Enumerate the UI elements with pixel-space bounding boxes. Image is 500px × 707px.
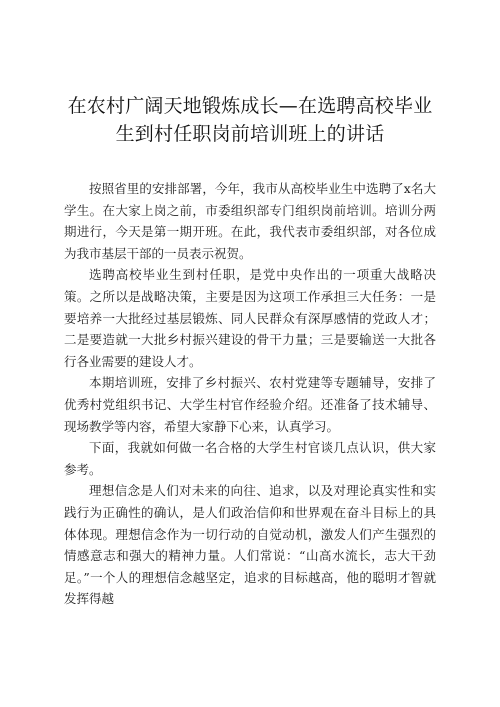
paragraph-1: 按照省里的安排部署，今年，我市从高校毕业生中选聘了x名大学生。在大家上岗之前，市委组织部专门组织岗前培训。培训分两期进行，今天是第一期开班。在此，我代表市委组织部，对各位成为我市基层干部的一员表示祝贺。 bbox=[64, 181, 436, 261]
document-title bbox=[64, 92, 436, 148]
paragraph-3: 本期培训班，安排了乡村振兴、农村党建等专题辅导，安排了优秀村党组织书记、大学生村官作经验介绍。还准备了技术辅导、现场教学等内容，希望大家静下心来，认真学习。 bbox=[64, 375, 436, 434]
paragraph-2: 选聘高校毕业生到村任职，是党中央作出的一项重大战略决策。之所以是战略决策，主要是因为这项工作承担三大任务：一是要培养一大批经过基层锻炼、同人民群众有深厚感情的党政人才；二是要造就一大批乡村振兴建设的骨干力量；三是要输送一大批各行各业需要的建设人才。 bbox=[64, 267, 436, 369]
paragraph-5: 理想信念是人们对未来的向往、追求，以及对理论真实性和实践行为正确性的确认，是人们政治信仰和世界观在奋斗目标上的具体体现。理想信念作为一切行动的自觉动机，激发人们产生强烈的情感意志和强大的精神力量。人们常说：“山高水流长，志大干劲足。”一个人的理想信念越坚定，追求的目标越高，他的聪明才智就发挥得越 bbox=[64, 483, 436, 607]
paragraph-4: 下面，我就如何做一名合格的大学生村官谈几点认识，供大家参考。 bbox=[64, 440, 436, 477]
document-body bbox=[64, 178, 436, 610]
title-line-2: 生到村任职岗前培训班上的讲话 bbox=[115, 123, 385, 145]
title-line-1: 在农村广阔天地锻炼成长—在选聘高校毕业 bbox=[67, 95, 433, 117]
